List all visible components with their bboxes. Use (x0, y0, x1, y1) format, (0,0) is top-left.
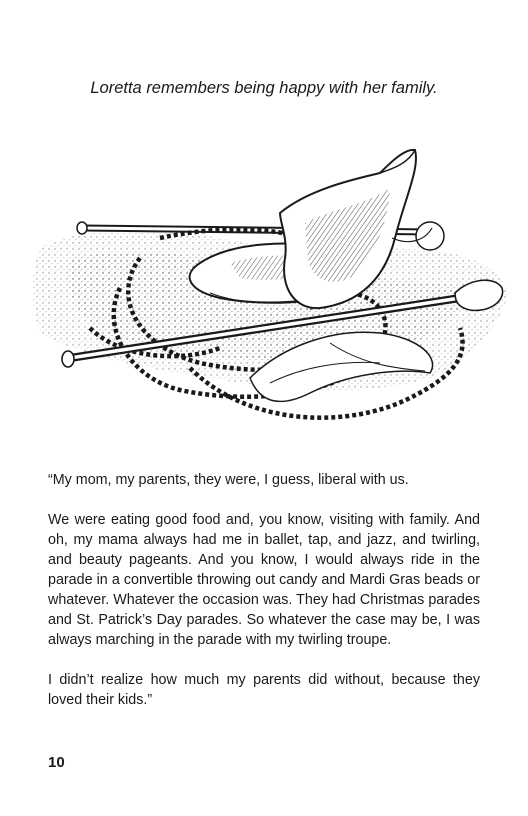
ballet-shoes-baton-beads-illustration (30, 128, 510, 443)
illustration-drawing (30, 128, 510, 443)
page-number: 10 (48, 754, 65, 771)
quote-paragraph-3: I didn’t realize how much my parents did without, because they loved their kids.” (48, 672, 480, 708)
quote-body (48, 470, 480, 730)
quote-paragraph-2: We were eating good food and, you know, visiting with family. And oh, my mama always had me in ballet, tap, and jazz, and twirling, and beauty pageants. And you know, I would always ride in the parade in a convertible throwing out candy and Mardi Gras beads or whatever. Whatever the occasion was. They had Christmas parades and St. Patrick’s Day parades. So whatever the case may be, I was always marching in the parade with my twirling troupe. (48, 512, 480, 648)
quote-paragraph-1: “My mom, my parents, they were, I guess, liberal with us. (48, 472, 409, 488)
illustration-caption: Loretta remembers being happy with her family. (90, 79, 438, 97)
